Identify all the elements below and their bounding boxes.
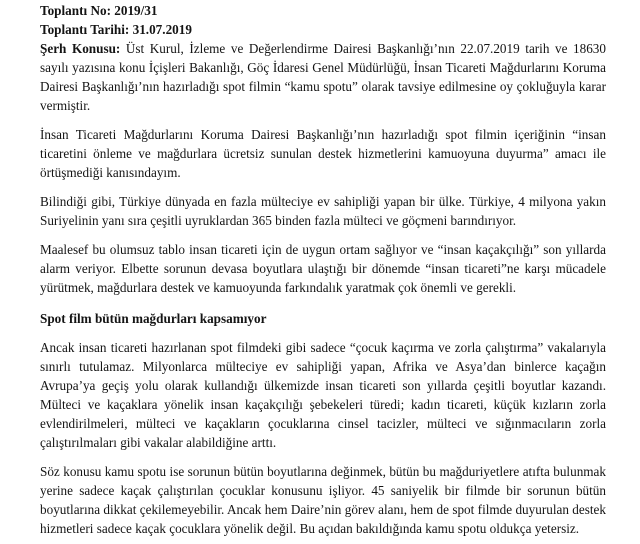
paragraph-3: Maalesef bu olumsuz tablo insan ticareti için de uygun ortam sağlıyor ve “insan kaçakçılığı” son yıllarda alarm veriyor. Elbette sorunun devasa boyutlara ulaştığı bir dönemde “insan ticareti”ne karşı mücadele yürütmek, mağdurlara destek ve kamuoyunda farkındalık yaratmak çok önemli ve gerekli. [40,242,606,295]
comment-paragraph [40,39,606,115]
paragraph-4: Ancak insan ticareti hazırlanan spot filmdeki gibi sadece “çocuk kaçırma ve zorla çalıştırma” vakalarıyla sınırlı tutulamaz. Milyonlarca mülteciye ev sahipliği yapan, Afrika ve Asya’dan binlerce kaçağın Avrupa’ya geçiş yolu olarak kullandığı ülkemizde insan ticareti son yıllarda çeşitli boyutlar kazandı. Mülteci ve kaçaklara yönelik insan kaçakçılığı şebekeleri türedi; kadın ticareti, küçük kızların zorla evlendirilmeleri, mülteci ve kaçakların çocuklarına cinsel tacizler, mülteci ve sığınmacıların zorla çalıştırılmaları gibi vakalar alabildiğine arttı. [40,340,606,450]
comment-text: Üst Kurul, İzleme ve Değerlendirme Dairesi Başkanlığı’nın 22.07.2019 tarih ve 18630 sayılı yazısına konu İçişleri Bakanlığı, Göç İdaresi Genel Müdürlüğü, İnsan Ticareti Mağdurlarını Koruma Dairesi Başkanlığı’nın hazırladığı spot filmin “kamu spotu” olarak tavsiye edilmesine oy çokluğuyla karar vermiştir. [40,41,606,113]
comment-label: Şerh Konusu: [40,41,121,56]
paragraph-2: Bilindiği gibi, Türkiye dünyada en fazla mülteciye ev sahipliği yapan bir ülke. Türkiye, 4 milyona yakın Suriyelinin yanı sıra çeşitli uyruklardan 365 binden fazla mülteci ve göçmeni barındırıyor. [40,194,606,228]
meeting-number: Toplantı No: 2019/31 [40,3,158,18]
paragraph-5: Söz konusu kamu spotu ise sorunun bütün boyutlarına değinmek, bütün bu mağduriyetlere atıfta bulunmak yerine sadece kaçak çalıştırılan çocuklar konusunu işliyor. 45 saniyelik bir filmde bir sorunun bütün boyutlarına dikkat çekilemeyebilir. Ancak hem Daire’nin görev alanı, hem de spot filmde duyurulan destek hizmetleri sadece kaçak çocuklara yönelik değil. Bu açıdan bakıldığında kamu spotu oldukça yetersiz. [40,464,606,536]
meeting-date: Toplantı Tarihi: 31.07.2019 [40,22,192,37]
paragraph-1: İnsan Ticareti Mağdurlarını Koruma Dairesi Başkanlığı’nın hazırladığı spot filmin içeriğinin “insan ticaretini önleme ve mağdurlara ücretsiz sunulan destek hizmetlerini kamuoyuna duyurma” amacı ile örtüşmediği kanısındayım. [40,127,606,180]
section-heading: Spot film bütün mağdurları kapsamıyor [40,311,267,326]
